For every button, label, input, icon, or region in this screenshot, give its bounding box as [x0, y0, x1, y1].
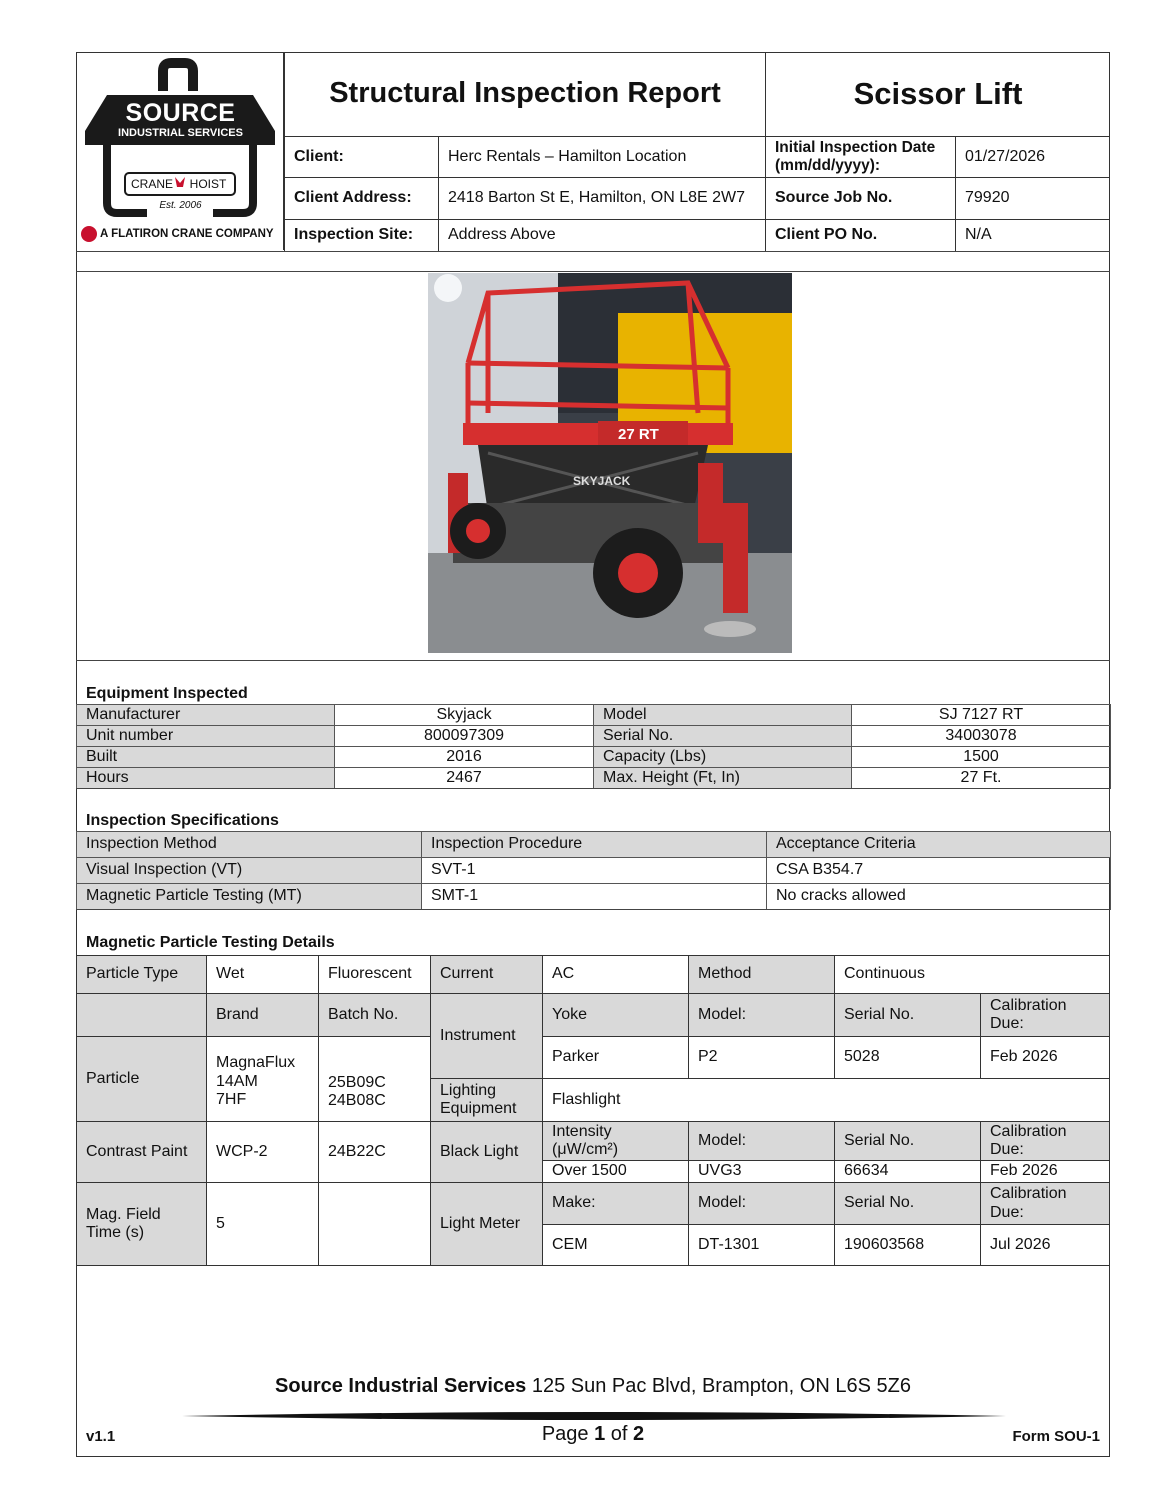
photo-model-decal: 27 RT: [618, 426, 659, 443]
equipment-bottom-rule: [76, 788, 1110, 789]
light-meter-serial: 190603568: [834, 1224, 981, 1266]
client-po-label: Client PO No.: [765, 219, 956, 252]
specs-row: [77, 884, 1111, 910]
yoke-model: P2: [688, 1036, 835, 1079]
equipment-value: 27 Ft.: [852, 768, 1111, 789]
light-meter-make: CEM: [542, 1224, 689, 1266]
lighting-equipment-value: Flashlight: [542, 1078, 1110, 1122]
equipment-row: [77, 747, 1111, 768]
contrast-paint-label: Contrast Paint: [76, 1121, 207, 1183]
blank-label-cell: [76, 993, 207, 1037]
logo-crane-text: CRANE: [130, 177, 173, 191]
photo-top-rule: [76, 271, 1110, 272]
equipment-label: Built: [77, 747, 335, 768]
method-label: Method: [688, 955, 835, 994]
specs-header: Inspection Method: [77, 832, 422, 858]
specs-row: [77, 858, 1111, 884]
flatiron-icon: [81, 226, 97, 242]
logo-graphic: [77, 53, 284, 250]
intensity-label: Intensity (μW/cm²): [542, 1121, 689, 1161]
photo-brand-decal: SKYJACK: [573, 474, 631, 488]
inspection-site-label: Inspection Site:: [284, 219, 439, 252]
logo-hoist-text: HOIST: [189, 177, 227, 191]
yoke-label: Yoke: [542, 993, 689, 1037]
specs-header-row: [77, 832, 1111, 858]
black-light-model: UVG3: [688, 1160, 835, 1183]
yoke-calibration-label: Calibration Due:: [980, 993, 1110, 1037]
yoke-make: Parker: [542, 1036, 689, 1079]
contrast-brand: WCP-2: [206, 1121, 319, 1183]
light-meter-calibration: Jul 2026: [980, 1224, 1110, 1266]
page-word: Page: [541, 1423, 589, 1445]
yoke-calibration: Feb 2026: [980, 1036, 1110, 1079]
equipment-row: [77, 726, 1111, 747]
footer-divider: [182, 1410, 1006, 1422]
mag-field-empty-cell: [318, 1182, 431, 1266]
yoke-model-label: Model:: [688, 993, 835, 1037]
footer-address: 125 Sun Pac Blvd, Brampton, ON L6S 5Z6: [531, 1375, 911, 1397]
specs-method: Magnetic Particle Testing (MT): [77, 884, 422, 910]
equipment-value: SJ 7127 RT: [852, 705, 1111, 726]
inspection-date-value: 01/27/2026: [955, 136, 1110, 178]
light-meter-label: Light Meter: [430, 1182, 543, 1266]
particle-batch: 25B09C 24B08C: [318, 1036, 431, 1122]
yoke-serial-label: Serial No.: [834, 993, 981, 1037]
specs-criteria: CSA B354.7: [767, 858, 1111, 884]
equipment-label: Hours: [77, 768, 335, 789]
light-meter-make-label: Make:: [542, 1182, 689, 1225]
specs-section-title: Inspection Specifications: [86, 812, 279, 829]
lighting-equipment-label: Lighting Equipment: [430, 1078, 543, 1122]
brand-label: Brand: [206, 993, 319, 1037]
particle-fluorescent: Fluorescent: [318, 955, 431, 994]
light-meter-calibration-label: Calibration Due:: [980, 1182, 1110, 1225]
job-number-label: Source Job No.: [765, 177, 956, 220]
method-value: Continuous: [834, 955, 1110, 994]
equipment-label: Unit number: [77, 726, 335, 747]
current-value: AC: [542, 955, 689, 994]
particle-type-label: Particle Type: [76, 955, 207, 994]
photo-bottom-rule: [76, 660, 1110, 661]
equipment-label: Model: [594, 705, 852, 726]
particle-wet: Wet: [206, 955, 319, 994]
equipment-label: Manufacturer: [77, 705, 335, 726]
page-current: 1: [594, 1423, 606, 1445]
logo-est-text: Est. 2006: [159, 200, 202, 211]
client-po-value: N/A: [955, 219, 1110, 252]
equipment-label: Serial No.: [594, 726, 852, 747]
specs-criteria: No cracks allowed: [767, 884, 1111, 910]
black-light-intensity: Over 1500: [542, 1160, 689, 1183]
black-light-calibration: Feb 2026: [980, 1160, 1110, 1183]
equipment-value: Skyjack: [335, 705, 594, 726]
inspection-site-value: Address Above: [438, 219, 766, 252]
footer-address-line: [76, 1375, 1110, 1398]
logo-brand-text: SOURCE: [125, 99, 236, 127]
equipment-value: 2016: [335, 747, 594, 768]
footer-version: v1.1: [86, 1428, 116, 1445]
equipment-value: 2467: [335, 768, 594, 789]
specs-procedure: SMT-1: [422, 884, 767, 910]
current-label: Current: [430, 955, 543, 994]
equipment-section-title: Equipment Inspected: [86, 685, 248, 702]
black-light-model-label: Model:: [688, 1121, 835, 1161]
client-value: Herc Rentals – Hamilton Location: [438, 136, 766, 178]
equipment-label: Capacity (Lbs): [594, 747, 852, 768]
specs-bottom-rule: [76, 909, 1110, 910]
instrument-label: Instrument: [430, 993, 543, 1079]
client-address-value: 2418 Barton St E, Hamilton, ON L8E 2W7: [438, 177, 766, 220]
black-light-serial-label: Serial No.: [834, 1121, 981, 1161]
inspection-date-label: Initial Inspection Date (mm/dd/yyyy):: [765, 136, 956, 178]
light-meter-model-label: Model:: [688, 1182, 835, 1225]
mag-field-time-value: 5: [206, 1182, 319, 1266]
black-light-calibration-label: Calibration Due:: [980, 1121, 1110, 1161]
mag-field-time-label: Mag. Field Time (s): [76, 1182, 207, 1266]
equipment-label: Max. Height (Ft, In): [594, 768, 852, 789]
specs-table: [76, 831, 1111, 910]
mt-section-title: Magnetic Particle Testing Details: [86, 934, 335, 951]
logo-sub-text: INDUSTRIAL SERVICES: [118, 127, 243, 139]
equipment-value: 1500: [852, 747, 1111, 768]
scissor-lift-illustration: [428, 273, 792, 653]
equipment-table: [76, 704, 1111, 789]
company-logo: [77, 53, 284, 250]
logo-parent-text: A FLATIRON CRANE COMPANY: [100, 228, 274, 240]
batch-label: Batch No.: [318, 993, 431, 1037]
specs-method: Visual Inspection (VT): [77, 858, 422, 884]
equipment-photo: [428, 273, 792, 653]
client-address-label: Client Address:: [284, 177, 439, 220]
light-meter-serial-label: Serial No.: [834, 1182, 981, 1225]
job-number-value: 79920: [955, 177, 1110, 220]
black-light-serial: 66634: [834, 1160, 981, 1183]
specs-header: Acceptance Criteria: [767, 832, 1111, 858]
logo-parent: [81, 226, 281, 242]
equipment-type-title: Scissor Lift: [765, 52, 1110, 137]
equipment-row: [77, 705, 1111, 726]
page-of: of: [610, 1423, 628, 1445]
footer-form-number: Form SOU-1: [1012, 1428, 1100, 1445]
light-meter-model: DT-1301: [688, 1224, 835, 1266]
particle-brand: MagnaFlux 14AM 7HF: [206, 1036, 319, 1122]
header-bottom-rule: [76, 251, 1110, 252]
equipment-value: 800097309: [335, 726, 594, 747]
contrast-batch: 24B22C: [318, 1121, 431, 1183]
equipment-row: [77, 768, 1111, 789]
specs-header: Inspection Procedure: [422, 832, 767, 858]
yoke-serial: 5028: [834, 1036, 981, 1079]
report-title: Structural Inspection Report: [284, 52, 766, 137]
client-label: Client:: [284, 136, 439, 178]
black-light-label: Black Light: [430, 1121, 543, 1183]
specs-procedure: SVT-1: [422, 858, 767, 884]
page-total: 2: [633, 1423, 645, 1445]
equipment-value: 34003078: [852, 726, 1111, 747]
particle-label: Particle: [76, 1036, 207, 1122]
footer-company: Source Industrial Services: [275, 1375, 527, 1397]
